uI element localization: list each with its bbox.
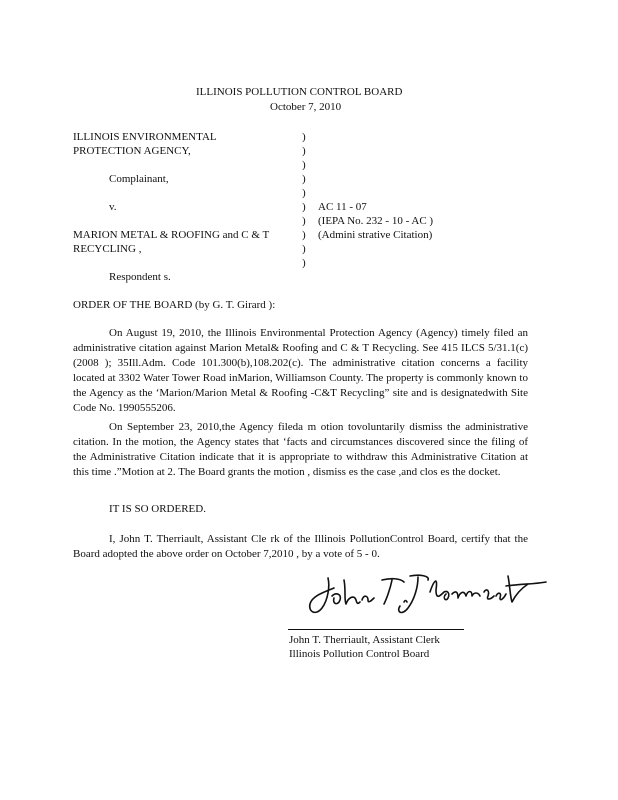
caption-paren: ) xyxy=(302,145,306,157)
caption-paren: ) xyxy=(302,173,306,185)
case-type: (Admini strative Citation) xyxy=(318,229,433,241)
respondent-role: Respondent s. xyxy=(109,271,171,283)
respondent-name-line2: RECYCLING , xyxy=(73,243,142,255)
caption-paren: ) xyxy=(302,131,306,143)
paragraph-certification: I, John T. Therriault, Assistant Cle rk of the Illinois PollutionControl Board, certify that the Board adopted the above order on October 7,2010 , by a vote of 5 - 0. xyxy=(73,533,528,560)
signer-name-title: John T. Therriault, Assistant Clerk xyxy=(289,634,440,646)
iepa-number: (IEPA No. 232 - 10 - AC ) xyxy=(318,215,434,227)
versus: v. xyxy=(109,201,117,213)
caption-paren: ) xyxy=(302,229,306,241)
complainant-role: Complainant, xyxy=(109,173,169,185)
order-heading: ORDER OF THE BOARD (by G. T. Girard ): xyxy=(73,299,276,311)
caption-paren: ) xyxy=(302,257,306,269)
complainant-name-line2: PROTECTION AGENCY, xyxy=(73,145,191,157)
case-number: AC 11 - 07 xyxy=(318,201,367,213)
caption-paren: ) xyxy=(302,159,306,171)
caption-paren-column xyxy=(302,130,310,270)
caption-paren: ) xyxy=(302,215,306,227)
caption-paren: ) xyxy=(302,243,306,255)
signer-board: Illinois Pollution Control Board xyxy=(289,648,430,660)
order-date: October 7, 2010 xyxy=(270,101,342,113)
board-title: ILLINOIS POLLUTION CONTROL BOARD xyxy=(196,86,403,98)
signature-line xyxy=(288,629,464,630)
caption-paren: ) xyxy=(302,201,306,213)
paragraph-citation: On August 19, 2010, the Illinois Environmental Protection Agency (Agency) timely filed an administrative citation against Marion Metal& Roofing and C & T Recycling. See 415 ILCS 5/31.1(c) (2008 ); 35Ill.Adm. Code 101.300(b),108.202(c). The administrative citation concerns a facility located at 3302 Water Tower Road inMarion, Williamson County. The property is commonly known to the Agency as the ‘Marion/Marion Metal & Roofing -C&T Recycling” site and is designatedwith Site Code No. 1990555206. xyxy=(73,327,528,414)
so-ordered: IT IS SO ORDERED. xyxy=(109,503,206,515)
respondent-name-line1: MARION METAL & ROOFING and C & T xyxy=(73,229,270,241)
complainant-name-line1: ILLINOIS ENVIRONMENTAL xyxy=(73,131,217,143)
caption-paren: ) xyxy=(302,187,306,199)
paragraph-dismissal: On September 23, 2010,the Agency fileda m otion tovoluntarily dismiss the administrative citation. In the motion, the Agency states that ‘facts and circumstances discovered since the filing of the Administrative Citation indicate that it is appropriate to withdraw this Administrative Citation at this time .”Motion at 2. The Board grants the motion , dismiss es the case ,and clos es the docket. xyxy=(73,421,528,478)
handwritten-signature xyxy=(300,566,550,626)
